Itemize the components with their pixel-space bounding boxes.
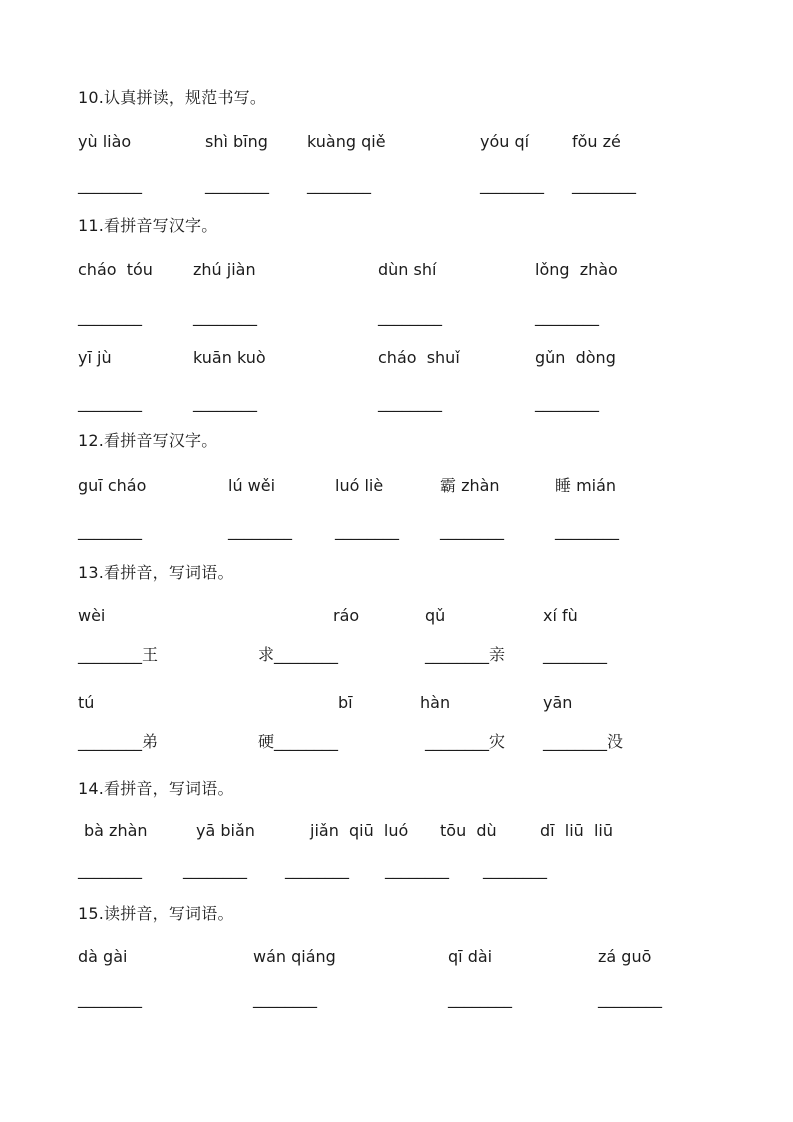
answer-blank: ________ <box>480 175 544 194</box>
section-12-title: 12.看拼音写汉字。 <box>78 431 218 450</box>
pinyin-item: fǒu zé <box>572 132 621 151</box>
blank-with-char: 硬________ <box>258 732 339 751</box>
section-10-title: 10.认真拼读，规范书写。 <box>78 88 267 107</box>
pinyin-item: jiǎn qiū luó <box>310 821 409 840</box>
pinyin-item: yóu qí <box>480 132 530 151</box>
blank-with-char: ________亲 <box>425 645 506 664</box>
answer-blank: ________ <box>307 175 371 194</box>
pinyin-item: zá guō <box>598 947 652 966</box>
answer-blank: ________ <box>78 860 142 879</box>
answer-blank: ________ <box>228 521 292 540</box>
pinyin-item: lú wěi <box>228 476 276 495</box>
answer-blank: ________ <box>78 393 142 412</box>
pinyin-item: zhú jiàn <box>193 260 256 279</box>
answer-blank: ________ <box>385 860 449 879</box>
answer-blank: ________ <box>193 393 257 412</box>
answer-blank: ________ <box>535 393 599 412</box>
answer-blank: ________ <box>535 307 599 326</box>
section-11-title: 11.看拼音写汉字。 <box>78 216 218 235</box>
pinyin-item: hàn <box>420 693 451 712</box>
blank-with-char: ________王 <box>78 645 159 664</box>
blank-with-char: 求________ <box>258 645 339 664</box>
pinyin-item: 睡 mián <box>555 476 617 495</box>
section-13-title: 13.看拼音，写词语。 <box>78 563 234 582</box>
pinyin-item: qī dài <box>448 947 493 966</box>
answer-blank: ________ <box>572 175 636 194</box>
pinyin-item: yù liào <box>78 132 132 151</box>
pinyin-item: tú <box>78 693 95 712</box>
answer-blank: ________ <box>78 307 142 326</box>
pinyin-item: kuàng qiě <box>307 132 386 151</box>
section-14-title: 14.看拼音，写词语。 <box>78 779 234 798</box>
answer-blank: ________ <box>378 393 442 412</box>
pinyin-item: ráo <box>333 606 360 625</box>
answer-blank: ________ <box>378 307 442 326</box>
answer-blank: ________ <box>598 989 662 1008</box>
pinyin-item: yī jù <box>78 348 112 367</box>
answer-blank: ________ <box>78 175 142 194</box>
answer-blank: ________ <box>183 860 247 879</box>
pinyin-item: dī liū liū <box>540 821 614 840</box>
pinyin-item: xí fù <box>543 606 578 625</box>
pinyin-item: wán qiáng <box>253 947 336 966</box>
answer-blank: ________ <box>335 521 399 540</box>
answer-blank: ________ <box>205 175 269 194</box>
pinyin-item: shì bīng <box>205 132 268 151</box>
pinyin-item: lǒng zhào <box>535 260 618 279</box>
answer-blank: ________ <box>483 860 547 879</box>
blank-with-char: ________ <box>543 645 607 664</box>
answer-blank: ________ <box>253 989 317 1008</box>
pinyin-item: yā biǎn <box>196 821 255 840</box>
pinyin-item: dà gài <box>78 947 128 966</box>
blank-with-char: ________弟 <box>78 732 159 751</box>
section-15-title: 15.读拼音，写词语。 <box>78 904 234 923</box>
pinyin-item: gǔn dòng <box>535 348 616 367</box>
answer-blank: ________ <box>448 989 512 1008</box>
pinyin-item: bà zhàn <box>84 821 148 840</box>
answer-blank: ________ <box>440 521 504 540</box>
answer-blank: ________ <box>193 307 257 326</box>
answer-blank: ________ <box>285 860 349 879</box>
pinyin-item: dùn shí <box>378 260 437 279</box>
answer-blank: ________ <box>555 521 619 540</box>
pinyin-item: guī cháo <box>78 476 147 495</box>
pinyin-item: wèi <box>78 606 106 625</box>
pinyin-item: yān <box>543 693 573 712</box>
pinyin-item: cháo tóu <box>78 260 153 279</box>
pinyin-item: bī <box>338 693 353 712</box>
pinyin-item: tōu dù <box>440 821 497 840</box>
pinyin-item: qǔ <box>425 606 446 625</box>
pinyin-item: cháo shuǐ <box>378 348 460 367</box>
pinyin-item: luó liè <box>335 476 384 495</box>
answer-blank: ________ <box>78 989 142 1008</box>
blank-with-char: ________灾 <box>425 732 506 751</box>
answer-blank: ________ <box>78 521 142 540</box>
pinyin-item: kuān kuò <box>193 348 266 367</box>
blank-with-char: ________没 <box>543 732 624 751</box>
pinyin-item: 霸 zhàn <box>440 476 500 495</box>
